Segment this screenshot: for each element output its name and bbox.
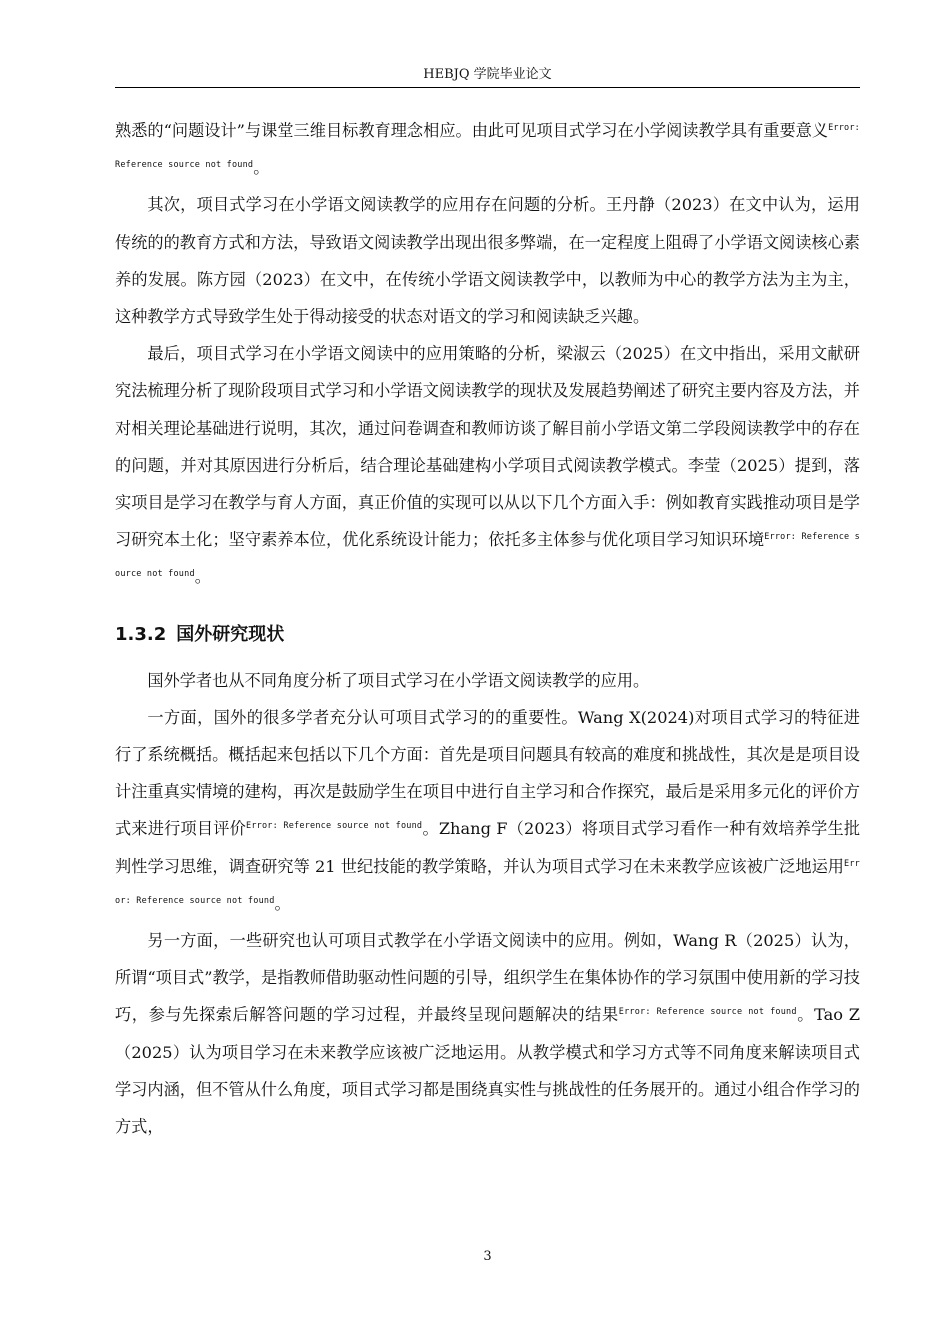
paragraph-end-mark: 。 <box>274 893 291 913</box>
reference-error-citation[interactable]: Error: Reference source not found <box>618 1007 797 1018</box>
paragraph-3 <box>115 335 860 595</box>
paragraph-text: 另一方面，一些研究也认可项目式教学在小学语文阅读中的应用。例如，Wang R（2025）认为，所谓“项目式”教学，是指教师借助驱动性问题的引导，组织学生在集体协作的学习氛围中使用新的学习技巧，参与先探索后解答问题的学习过程，并最终呈现问题解决的结果 <box>115 931 860 1025</box>
section-heading <box>115 622 860 648</box>
paragraph-5 <box>115 699 860 922</box>
reference-error-citation[interactable]: Error: Reference source not found <box>115 532 861 580</box>
section-title: 国外研究现状 <box>176 623 285 645</box>
paragraph-2: 其次，项目式学习在小学语文阅读教学的应用存在问题的分析。王丹静（2023）在文中认为，运用传统的的教育方式和方法，导致语文阅读教学出现出很多弊端，在一定程度上阻碍了小学语文阅读核心素养的发展。陈方园（2023）在文中，在传统小学语文阅读教学中，以教师为中心的教学方法为主为主，这种教学方式导致学生处于得动接受的状态对语文的学习和阅读缺乏兴趣。 <box>115 195 860 327</box>
page-header: HEBJQ 学院毕业论文 <box>115 66 860 88</box>
section-number: 1.3.2 <box>115 623 167 645</box>
page-number: 3 <box>483 1249 492 1264</box>
paragraph-4: 国外学者也从不同角度分析了项目式学习在小学语文阅读教学的应用。 <box>147 670 650 690</box>
paragraph-6 <box>115 922 860 1145</box>
paragraph-text: 最后，项目式学习在小学语文阅读中的应用策略的分析，梁淑云（2025）在文中指出，采用文献研究法梳理分析了现阶段项目式学习和小学语文阅读教学的现状及发展趋势阐述了研究主要内容及方法，并对相关理论基础进行说明，其次，通过问卷调查和教师访谈了解目前小学语文第二学段阅读教学中的存在的问题，并对其原因进行分析后，结合理论基础建构小学项目式阅读教学模式。李莹（2025）提到，落实项目是学习在教学与育人方面，真正价值的实现可以从以下几个方面入手：例如教育实践推动项目是学习研究本土化；坚守素养本位，优化系统设计能力；依托多主体参与优化项目学习知识环境 <box>115 344 860 550</box>
paragraph-text: 。Zhang F（2023）将项目式学习看作一种有效培养学生批判性学习思维，调查研究等 21 世纪技能的教学策略，并认为项目式学习在未来教学应该被广泛地运用 <box>115 819 861 876</box>
paragraph-1 <box>115 112 860 186</box>
reference-error-citation[interactable]: Error: Reference source not found <box>115 123 860 171</box>
paragraph-text: 一方面，国外的很多学者充分认可项目式学习的的重要性。Wang X(2024)对项目式学习的特征进行了系统概括。概括起来包括以下几个方面：首先是项目问题具有较高的难度和挑战性，其次是是项目设计注重真实情境的建构，再次是鼓励学生在项目中进行自主学习和合作探究，最后是采用多元化的评价方式来进行项目评价 <box>115 707 860 839</box>
reference-error-citation[interactable]: Error: Reference source not found <box>115 858 860 906</box>
page-body <box>115 112 860 1145</box>
reference-error-citation[interactable]: Error: Reference source not found <box>246 821 423 832</box>
paragraph-text: 熟悉的“问题设计”与课堂三维目标教育理念相应。由此可见项目式学习在小学阅读教学具有重要意义 <box>115 121 829 140</box>
paragraph-text: 。Tao Z（2025）认为项目学习在未来教学应该被广泛地运用。从教学模式和学习方式等不同角度来解读项目式学习内涵，但不管从什么角度，项目式学习都是围绕真实性与挑战性的任务展开的。通过小组合作学习的方式， <box>115 1005 861 1137</box>
paragraph-end-mark: 。 <box>253 158 270 178</box>
paragraph-end-mark: 。 <box>194 567 211 587</box>
